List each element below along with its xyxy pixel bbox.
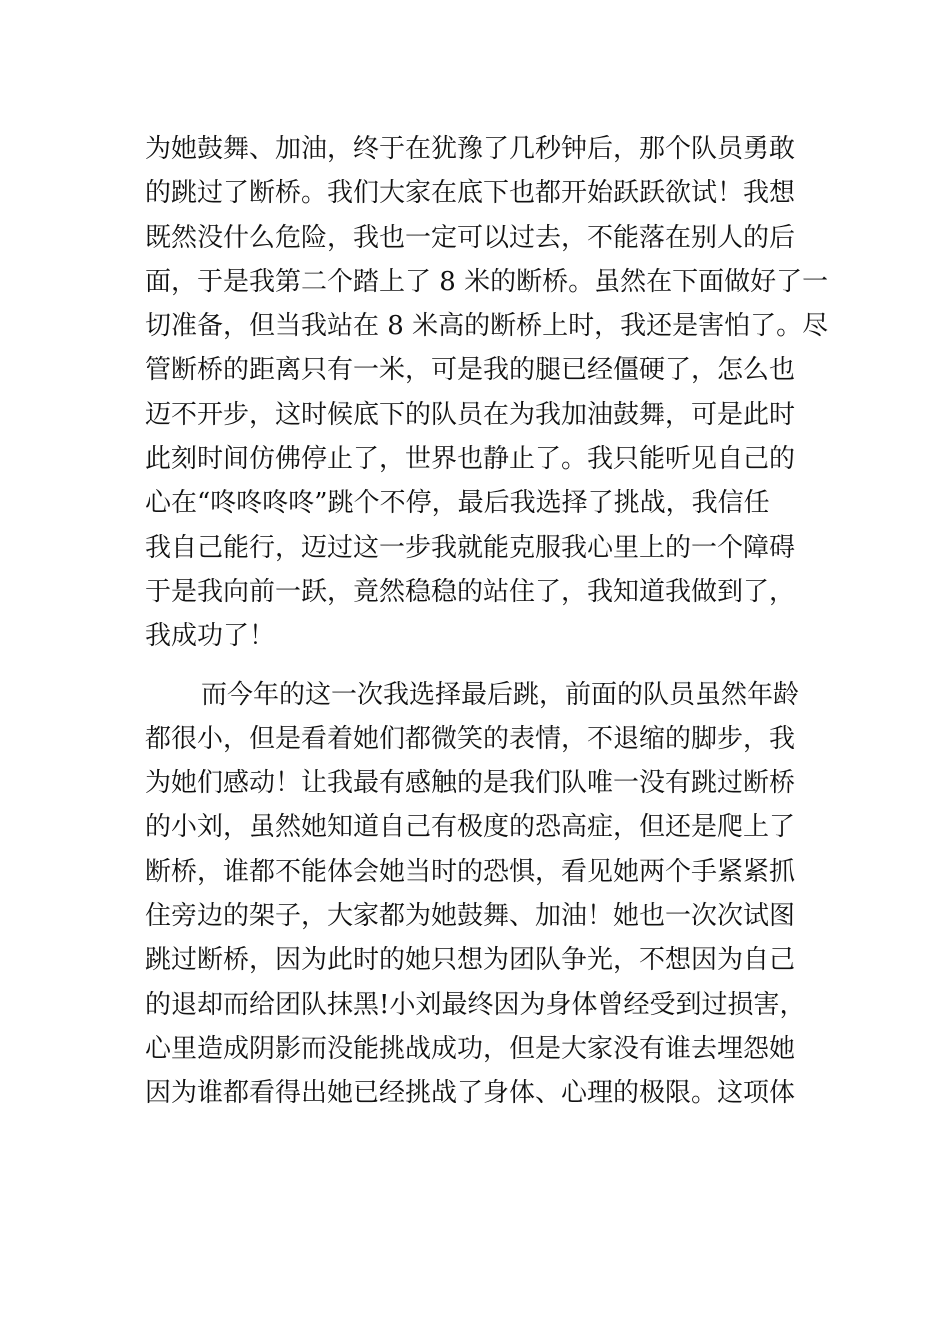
document-body xyxy=(145,127,829,1116)
text-line: 的退却而给团队抹黑!小刘最终因为身体曾经受到过损害， xyxy=(145,989,806,1020)
text-line: 面，于是我第二个踏上了 8 米的断桥。虽然在下面做好了一 xyxy=(145,266,829,297)
text-line: 我成功了！ xyxy=(145,621,276,652)
text-line: 断桥，谁都不能体会她当时的恐惧，看见她两个手紧紧抓 xyxy=(145,856,796,887)
text-line: 既然没什么危险，我也一定可以过去，不能落在别人的后 xyxy=(145,222,796,253)
text-line: 管断桥的距离只有一米，可是我的腿已经僵硬了，怎么也 xyxy=(145,355,796,386)
text-line: 切准备，但当我站在 8 米高的断桥上时，我还是害怕了。尽 xyxy=(145,311,829,342)
paragraph-spacer xyxy=(145,659,815,673)
text-line: 于是我向前一跃，竟然稳稳的站住了，我知道我做到了， xyxy=(145,576,796,607)
paragraph-2 xyxy=(145,673,815,1116)
text-line: 此刻时间仿佛停止了，世界也静止了。我只能听见自己的 xyxy=(145,444,796,475)
text-line: 跳过断桥，因为此时的她只想为团队争光，不想因为自己 xyxy=(145,945,796,976)
paragraph-1 xyxy=(145,127,829,659)
text-line: 都很小，但是看着她们都微笑的表情，不退缩的脚步，我 xyxy=(145,723,796,754)
text-line-indented: 而今年的这一次我选择最后跳，前面的队员虽然年龄 xyxy=(201,679,800,710)
text-line: 住旁边的架子，大家都为她鼓舞、加油！她也一次次试图 xyxy=(145,901,796,932)
text-line: 我自己能行，迈过这一步我就能克服我心里上的一个障碍 xyxy=(145,532,796,563)
text-line: 心里造成阴影而没能挑战成功，但是大家没有谁去埋怨她 xyxy=(145,1033,796,1064)
text-line: 因为谁都看得出她已经挑战了身体、心理的极限。这项体 xyxy=(145,1078,796,1109)
text-line: 的小刘，虽然她知道自己有极度的恐高症，但还是爬上了 xyxy=(145,812,796,843)
text-line: 的跳过了断桥。我们大家在底下也都开始跃跃欲试！我想 xyxy=(145,178,796,209)
text-line: 心在“咚咚咚咚”跳个不停，最后我选择了挑战，我信任 xyxy=(145,488,770,519)
text-line: 为她鼓舞、加油，终于在犹豫了几秒钟后，那个队员勇敢 xyxy=(145,134,796,164)
text-line: 为她们感动！让我最有感触的是我们队唯一没有跳过断桥 xyxy=(145,768,796,799)
text-line: 迈不开步，这时候底下的队员在为我加油鼓舞，可是此时 xyxy=(145,399,796,430)
